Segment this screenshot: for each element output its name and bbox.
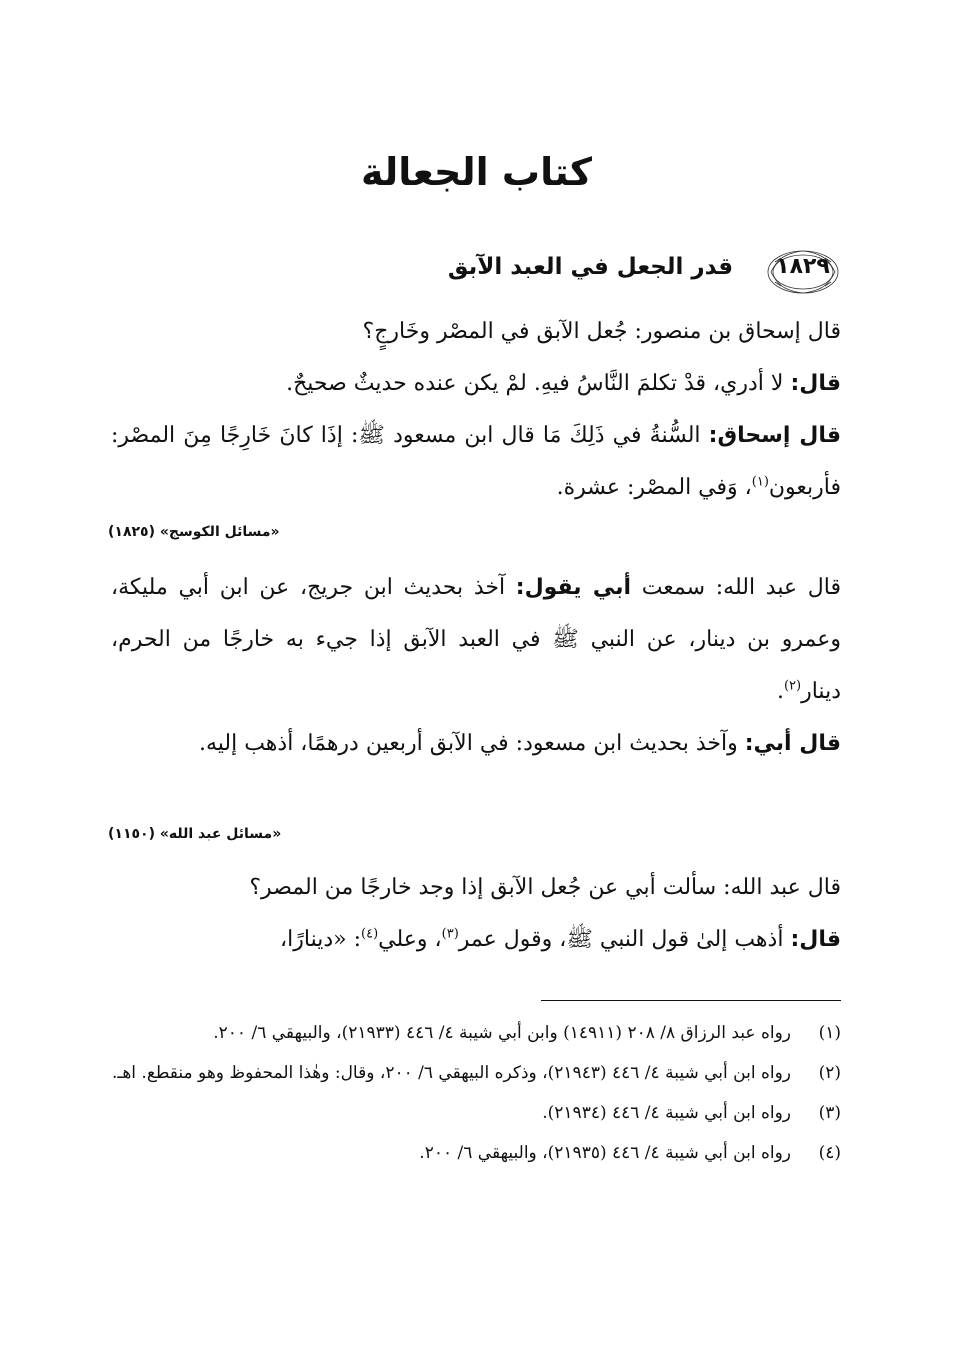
paragraph-text: وآخذ بحديث ابن مسعود: في الآبق أربعين درهمًا، أذهب إليه.	[198, 731, 745, 756]
footnote-number: (٤)	[818, 1143, 841, 1163]
text-block-2	[111, 562, 841, 770]
paragraph-text: لا أدري، قدْ تكلمَ النَّاسُ فيهِ. لمْ يكن عنده حديثٌ صحيحٌ.	[286, 371, 791, 396]
footnote-ref[interactable]: (٢)	[783, 678, 802, 694]
paragraph	[111, 914, 841, 966]
chapter-title: قدر الجعل في العبد الآبق	[447, 254, 733, 280]
footnote-text: رواه ابن أبي شيبة ٤/ ٤٤٦ (٢١٩٣٤).	[542, 1103, 791, 1123]
paragraph-text: .	[776, 679, 784, 704]
paragraph-text: ، وعلي	[378, 927, 442, 952]
footnote-text: رواه عبد الرزاق ٨/ ٢٠٨ (١٤٩١١) وابن أبي شيبة ٤/ ٤٤٦ (٢١٩٣٣)، والبيهقي ٦/ ٢٠٠.	[213, 1023, 791, 1043]
footnote-number: (٢)	[818, 1063, 841, 1083]
speaker-label: قال:	[790, 371, 841, 396]
footnote-number: (٣)	[818, 1103, 841, 1123]
footnote-text: رواه ابن أبي شيبة ٤/ ٤٤٦ (٢١٩٣٥)، والبيهقي ٦/ ٢٠٠.	[419, 1143, 791, 1163]
chapter-number: ١٨٢٩	[776, 254, 830, 279]
paragraph-text: قال إسحاق بن منصور: جُعل الآبق في المصْر وخَارجٍ؟	[362, 319, 841, 344]
footnote-ref[interactable]: (٣)	[441, 926, 459, 942]
footnote-item	[111, 1018, 841, 1048]
footnote-item	[111, 1058, 841, 1088]
paragraph	[111, 862, 841, 914]
text-block-3	[111, 862, 841, 966]
paragraph	[111, 358, 841, 410]
source-citation: «مسائل عبد الله» (١١٥٠)	[108, 826, 282, 842]
footnote-number: (١)	[818, 1023, 841, 1043]
footnote-text: رواه ابن أبي شيبة ٤/ ٤٤٦ (٢١٩٤٣)، وذكره البيهقي ٦/ ٢٠٠، وقال: وهٰذا المحفوظ وهو منقطع. اهـ.	[111, 1063, 791, 1083]
paragraph-text: ، وَفي المصْر: عشرة.	[556, 475, 752, 500]
footnote-ref[interactable]: (١)	[751, 474, 769, 490]
paragraph	[111, 718, 841, 770]
book-title: كتاب الجعالة	[360, 150, 592, 194]
paragraph-text: قال عبد الله: سألت أبي عن جُعل الآبق إذا وجد خارجًا من المصر؟	[249, 875, 841, 900]
speaker-label: قال أبي:	[744, 731, 841, 756]
footnote-divider	[541, 1000, 841, 1001]
speaker-label: قال إسحاق:	[708, 423, 841, 448]
chapter-number-ornament	[765, 248, 841, 296]
paragraph-text: : «دينارًا،	[280, 927, 362, 952]
paragraph	[111, 306, 841, 358]
paragraph	[111, 410, 841, 514]
speaker-label: أبي يقول:	[515, 575, 631, 600]
chapter-heading	[111, 248, 841, 300]
paragraph-text: آخذ بحديث ابن جريج، عن ابن أبي مليكة، وعمرو بن دينار، عن النبي ﷺ في العبد الآبق إذا جيء به خارجًا من الحرم، دينار	[111, 575, 841, 704]
paragraph-text: السُّنةُ في ذَلِكَ مَا قال ابن مسعود ﷺ: إذَا كانَ خَارِجًا مِنَ المصْر: فأربعون	[111, 423, 841, 500]
paragraph	[111, 562, 841, 718]
footnote-item	[111, 1098, 841, 1128]
footnote-ref[interactable]: (٤)	[361, 926, 379, 942]
source-citation: «مسائل الكوسج» (١٨٢٥)	[108, 524, 280, 540]
paragraph-text: أذهب إلىٰ قول النبي ﷺ، وقول عمر	[458, 927, 791, 952]
footnote-item	[111, 1138, 841, 1168]
footnotes	[111, 1018, 841, 1178]
text-block-1	[111, 306, 841, 514]
speaker-label: قال:	[790, 927, 841, 952]
paragraph-text: قال عبد الله: سمعت	[631, 575, 841, 600]
